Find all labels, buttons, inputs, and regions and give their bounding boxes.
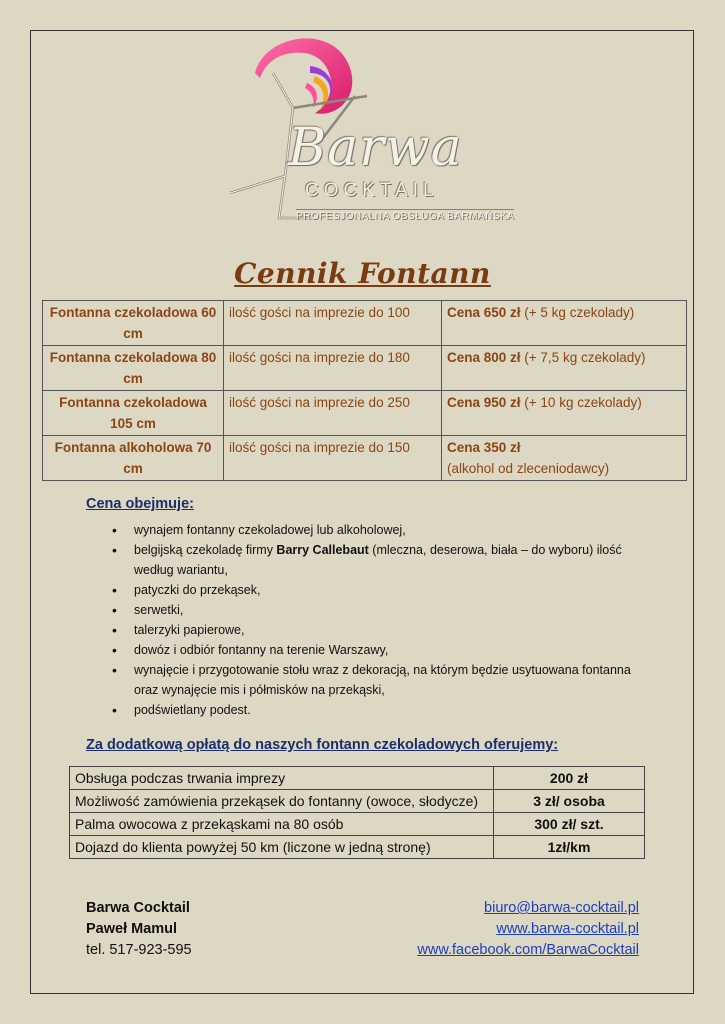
price-row <box>43 346 687 391</box>
contact-person: Paweł Mamul <box>86 921 178 937</box>
item-text: talerzyki papierowe, <box>134 623 245 637</box>
contact-block <box>86 898 192 961</box>
extras-table <box>69 766 645 859</box>
fountain-name: Fontanna alkoholowa 70 cm <box>43 436 224 481</box>
list-item <box>110 660 650 700</box>
price-note: (+ 10 kg czekolady) <box>520 395 642 410</box>
brand-name: Barry Callebaut <box>276 543 369 557</box>
price-row <box>43 436 687 481</box>
logo-subtitle: COCKTAIL <box>305 180 439 201</box>
fountain-name: Fontanna czekoladowa 80 cm <box>43 346 224 391</box>
page-title: Cennik Fontann <box>234 257 491 290</box>
table-row <box>70 813 645 836</box>
table-row <box>70 836 645 859</box>
price-cell <box>442 346 687 391</box>
extras-heading: Za dodatkową opłatą do naszych fontann czekoladowych oferujemy: <box>86 737 559 753</box>
item-text: patyczki do przekąsek, <box>134 583 261 597</box>
logo-title: Barwa <box>288 118 463 178</box>
service-label: Możliwość zamówienia przekąsek do fontanny (owoce, słodycze) <box>70 790 494 813</box>
price-cell <box>442 436 687 481</box>
phone-number: tel. 517-923-595 <box>86 942 192 958</box>
price-note: (+ 7,5 kg czekolady) <box>520 350 646 365</box>
item-text: dowóz i odbiór fontanny na terenie Warszawy, <box>134 643 389 657</box>
service-label: Obsługa podczas trwania imprezy <box>70 767 494 790</box>
fountain-name: Fontanna czekoladowa 60 cm <box>43 301 224 346</box>
includes-heading: Cena obejmuje: <box>86 496 194 512</box>
service-price: 1zł/km <box>494 836 645 859</box>
price-value: Cena 950 zł <box>447 395 521 410</box>
contact-links <box>417 898 639 961</box>
list-item <box>110 640 650 660</box>
guest-count: ilość gości na imprezie do 150 <box>224 436 442 481</box>
service-label: Dojazd do klienta powyżej 50 km (liczone w jedną stronę) <box>70 836 494 859</box>
price-row <box>43 301 687 346</box>
item-text: serwetki, <box>134 603 184 617</box>
price-row <box>43 391 687 436</box>
guest-count: ilość gości na imprezie do 250 <box>224 391 442 436</box>
list-item <box>110 600 650 620</box>
table-row <box>70 790 645 813</box>
item-text: wynajem fontanny czekoladowej lub alkoholowej, <box>134 523 406 537</box>
facebook-link[interactable]: www.facebook.com/BarwaCocktail <box>417 942 639 958</box>
price-cell <box>442 301 687 346</box>
table-row <box>70 767 645 790</box>
service-price: 300 zł/ szt. <box>494 813 645 836</box>
service-price: 200 zł <box>494 767 645 790</box>
logo-tagline: PROFESJONALNA OBSŁUGA BARMAŃSKA <box>296 211 515 222</box>
price-cell <box>442 391 687 436</box>
list-item <box>110 540 650 580</box>
service-label: Palma owocowa z przekąskami na 80 osób <box>70 813 494 836</box>
item-text: podświetlany podest. <box>134 703 251 717</box>
guest-count: ilość gości na imprezie do 180 <box>224 346 442 391</box>
list-item <box>110 700 650 720</box>
price-value: Cena 650 zł <box>447 305 521 320</box>
website-link[interactable]: www.barwa-cocktail.pl <box>496 921 639 937</box>
list-item <box>110 620 650 640</box>
list-item <box>110 520 650 540</box>
list-item <box>110 580 650 600</box>
company-name: Barwa Cocktail <box>86 900 190 916</box>
price-table <box>42 300 687 481</box>
price-value: Cena 350 zł <box>447 440 521 455</box>
service-price: 3 zł/ osoba <box>494 790 645 813</box>
price-note: (alkohol od zleceniodawcy) <box>447 461 610 476</box>
email-link[interactable]: biuro@barwa-cocktail.pl <box>484 900 639 916</box>
price-note: (+ 5 kg czekolady) <box>520 305 635 320</box>
item-text: wynajęcie i przygotowanie stołu wraz z dekoracją, na którym będzie usytuowana fontanna oraz wynajęcie mis i półmisków na przekąski, <box>134 663 631 697</box>
item-text: belgijską czekoladę firmy <box>134 543 277 557</box>
item-text: (mleczna, deserowa, biała – do wyboru) ilość według wariantu, <box>134 543 622 577</box>
includes-list <box>110 520 650 720</box>
fountain-name: Fontanna czekoladowa 105 cm <box>43 391 224 436</box>
price-value: Cena 800 zł <box>447 350 521 365</box>
guest-count: ilość gości na imprezie do 100 <box>224 301 442 346</box>
